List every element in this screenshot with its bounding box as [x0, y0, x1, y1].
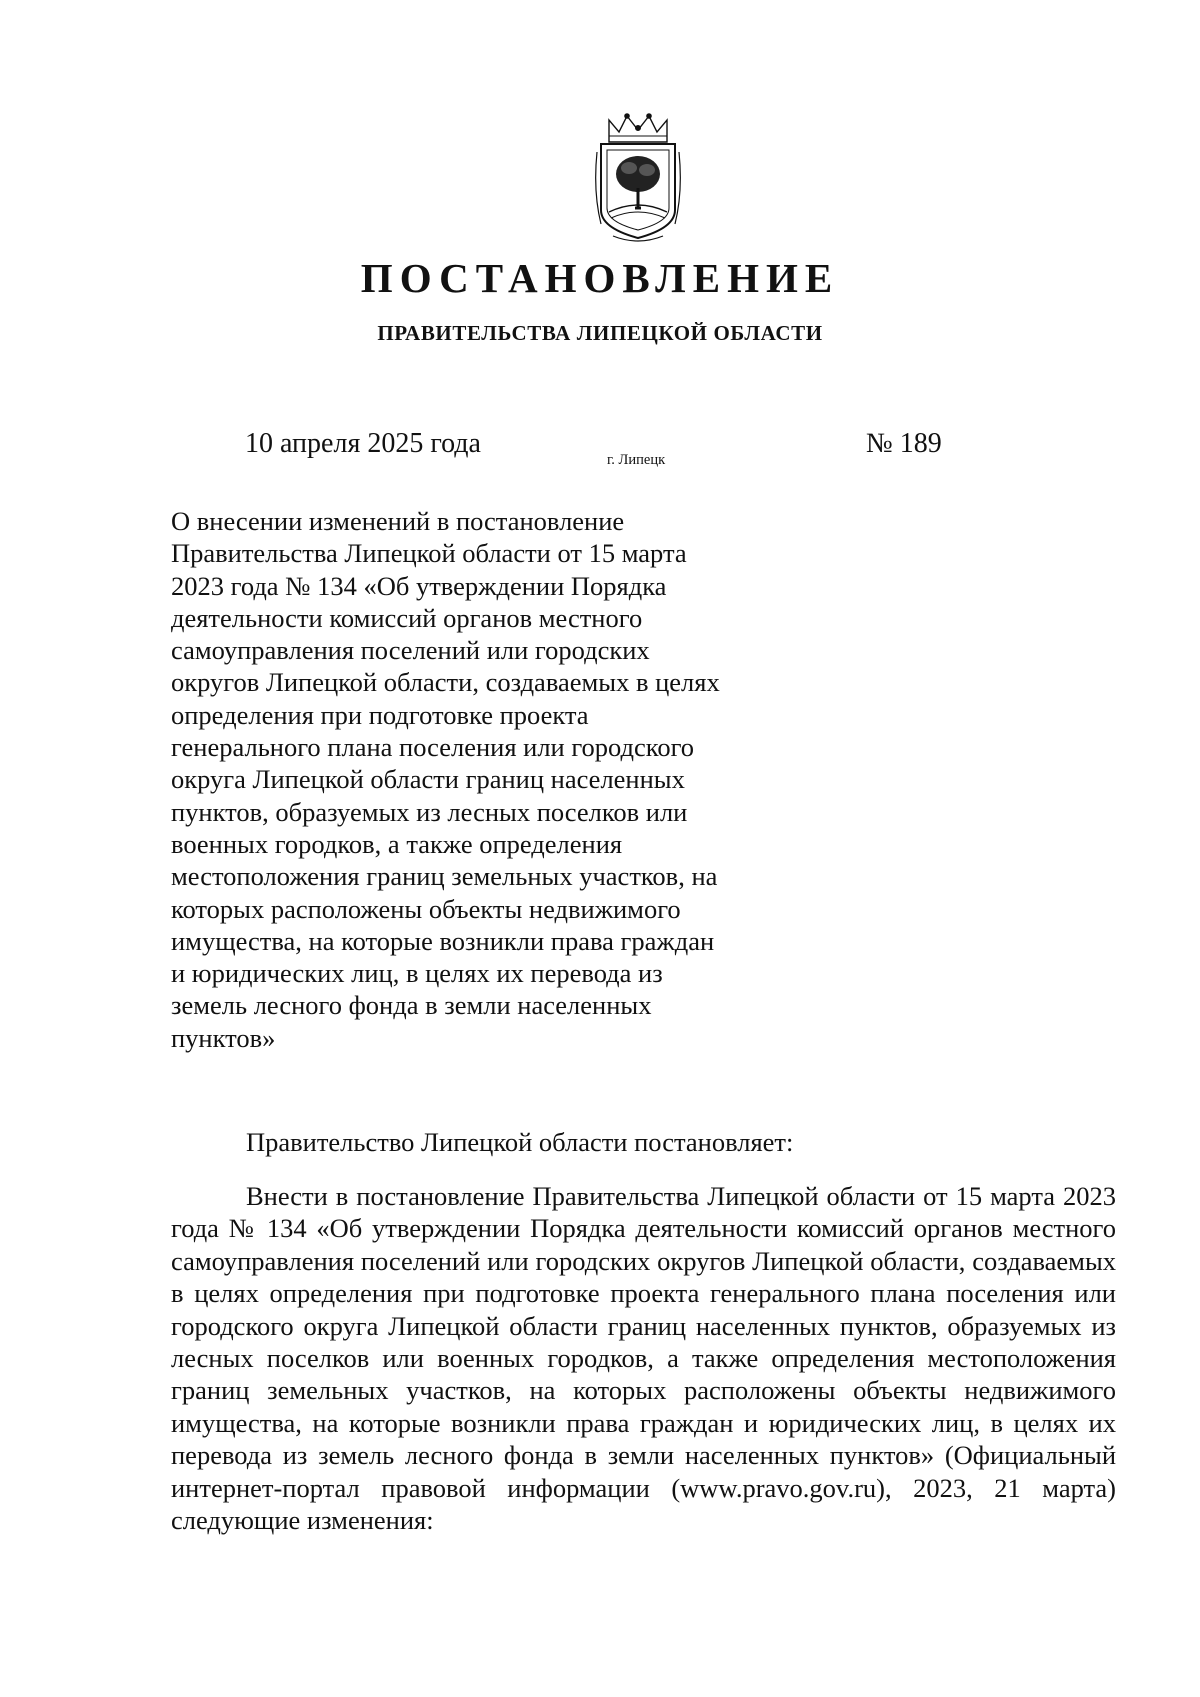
- heading-line: имущества, на которые возникли права граждан: [171, 925, 715, 956]
- issuer-name: ПРАВИТЕЛЬСТВА ЛИПЕЦКОЙ ОБЛАСТИ: [377, 321, 823, 345]
- heading-line: пунктов, образуемых из лесных поселков или: [171, 796, 688, 827]
- heading-line: которых расположены объекты недвижимого: [171, 893, 681, 924]
- heading-line: земель лесного фонда в земли населенных: [171, 990, 652, 1021]
- coat-of-arms-icon: [593, 112, 683, 242]
- heading-line: 2023 года № 134 «Об утверждении Порядка: [171, 570, 667, 601]
- heading-line: деятельности комиссий органов местного: [171, 602, 643, 633]
- document-title: ПОСТАНОВЛЕНИЕ: [360, 255, 840, 301]
- heading-line: Правительства Липецкой области от 15 марта: [171, 538, 687, 569]
- heading-line: округов Липецкой области, создаваемых в целях: [171, 667, 720, 698]
- heading-line: округа Липецкой области границ населенных: [171, 764, 685, 795]
- main-paragraph: Внести в постановление Правительства Липецкой области от 15 марта 2023 года № 134 «Об утверждении Порядка деятельности комиссий органов местного самоуправления поселений или городских округов Липецкой области, создаваемых в целях определения при подготовке проекта генерального плана поселения или городского округа Липецкой области границ населенных пунктов, образуемых из лесных поселков или военных городков, а также определения местоположения границ земельных участков, на которых расположены объекты недвижимого имущества, на которые возникли права граждан и юридических лиц, в целях их перевода из земель лесного фонда в земли населенных пунктов» (Официальный интернет-портал правовой информации (www.pravo.gov.ru), 2023, 21 марта) следующие изменения:: [171, 1181, 1116, 1536]
- heading-line: местоположения границ земельных участков, на: [171, 861, 718, 892]
- heading-line: и юридических лиц, в целях их перевода из: [171, 958, 663, 989]
- heading-line: самоуправления поселений или городских: [171, 635, 650, 666]
- resolution-clause: Правительство Липецкой области постановляет:: [246, 1127, 794, 1157]
- document-heading: [171, 505, 791, 1054]
- heading-line: военных городков, а также определения: [171, 828, 623, 859]
- heading-line: определения при подготовке проекта: [171, 699, 589, 730]
- document-city: г. Липецк: [607, 452, 666, 468]
- document-date: 10 апреля 2025 года: [245, 428, 481, 459]
- document-number: № 189: [866, 428, 942, 459]
- heading-line: О внесении изменений в постановление: [171, 506, 625, 536]
- heading-line: пунктов»: [171, 1022, 276, 1053]
- heading-line: генерального плана поселения или городского: [171, 732, 695, 763]
